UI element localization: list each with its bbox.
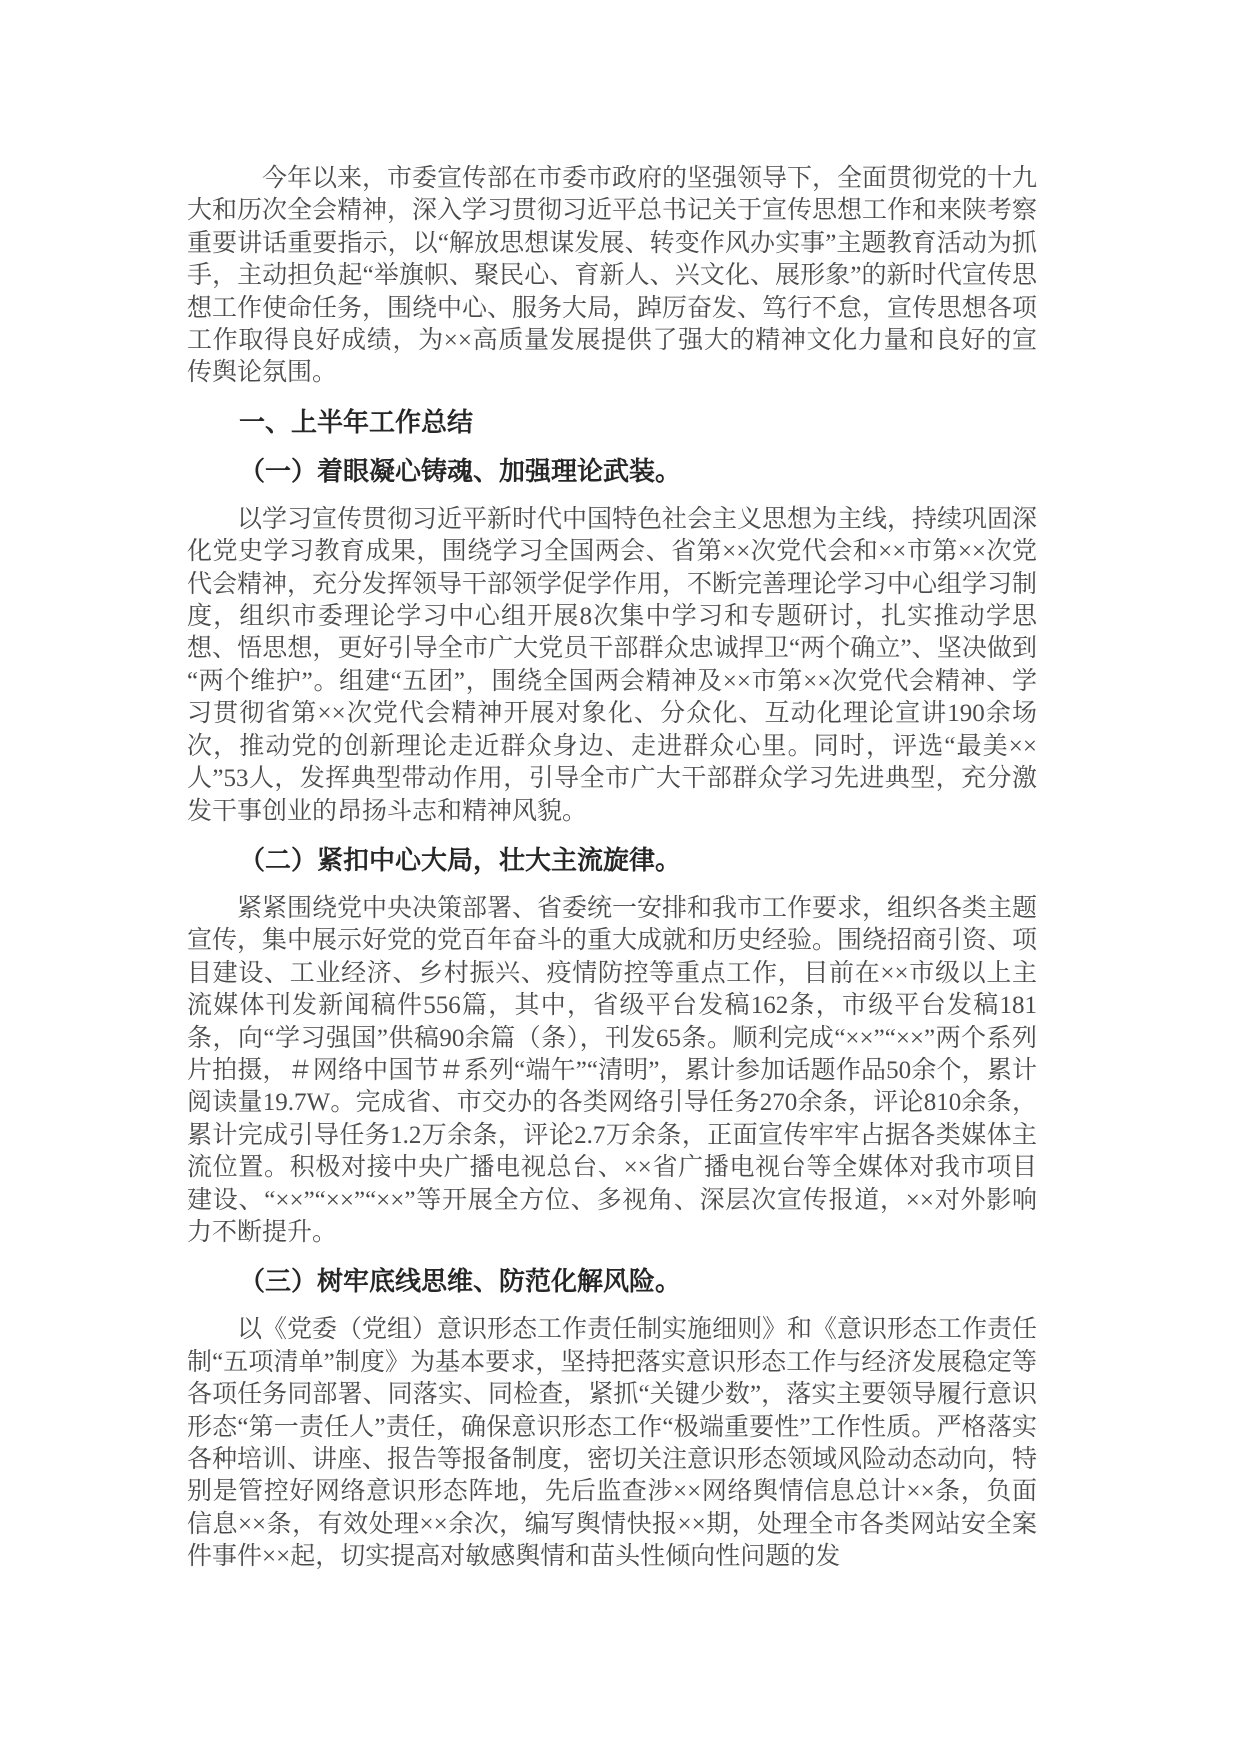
- intro-paragraph: 今年以来，市委宣传部在市委市政府的坚强领导下，全面贯彻党的十九大和历次全会精神，深入学习贯彻习近平总书记关于宣传思想工作和来陕考察重要讲话重要指示，以“解放思想谋发展、转变作风办实事”主题教育活动为抓手，主动担负起“举旗帜、聚民心、育新人、兴文化、展形象”的新时代宣传思想工作使命任务，围绕中心、服务大局，踔厉奋发、笃行不怠，宣传思想各项工作取得良好成绩，为××高质量发展提供了强大的精神文化力量和良好的宣传舆论氛围。: [187, 165, 1038, 387]
- section-1-title: 一、上半年工作总结: [239, 406, 474, 437]
- subsection-3-heading: （三）树牢底线思维、防范化解风险。: [239, 1266, 682, 1297]
- subsection-1-paragraph: 以学习宣传贯彻习近平新时代中国特色社会主义思想为主线，持续巩固深化党史学习教育成果，围绕学习全国两会、省第××次党代会和××市第××次党代会精神，充分发挥领导干部领学促学作用，不断完善理论学习中心组学习制度，组织市委理论学习中心组开展8次集中学习和专题研讨，扎实推动学思想、悟思想，更好引导全市广大党员干部群众忠诚捍卫“两个确立”、坚决做到“两个维护”。组建“五团”，围绕全国两会精神及××市第××次党代会精神、学习贯彻省第××次党代会精神开展对象化、分众化、互动化理论宣讲190余场次，推动党的创新理论走近群众身边、走进群众心里。同时，评选“最美××人”53人，发挥典型带动作用，引导全市广大干部群众学习先进典型，充分激发干事创业的昂扬斗志和精神风貌。: [187, 505, 1038, 825]
- subsection-1-heading: （一）着眼凝心铸魂、加强理论武装。: [239, 455, 682, 486]
- subsection-3-paragraph: 以《党委（党组）意识形态工作责任制实施细则》和《意识形态工作责任制“五项清单”制度》为基本要求，坚持把落实意识形态工作与经济发展稳定等各项任务同部署、同落实、同检查，紧抓“关键少数”，落实主要领导履行意识形态“第一责任人”责任，确保意识形态工作“极端重要性”工作性质。严格落实各种培训、讲座、报告等报备制度，密切关注意识形态领域风险动态动向，特别是管控好网络意识形态阵地，先后监查涉××网络舆情信息总计××条，负面信息××条，有效处理××余次，编写舆情快报××期，处理全市各类网站安全案件事件××起，切实提高对敏感舆情和苗头性倾向性问题的发: [187, 1316, 1038, 1571]
- subsection-2-heading: （二）紧扣中心大局，壮大主流旋律。: [239, 844, 682, 875]
- subsection-2-paragraph: 紧紧围绕党中央决策部署、省委统一安排和我市工作要求，组织各类主题宣传，集中展示好党的党百年奋斗的重大成就和历史经验。围绕招商引资、项目建设、工业经济、乡村振兴、疫情防控等重点工作，目前在××市级以上主流媒体刊发新闻稿件556篇，其中，省级平台发稿162条，市级平台发稿181条，向“学习强国”供稿90余篇（条），刊发65条。顺利完成“××”“××”两个系列片拍摄，＃网络中国节＃系列“端午”“清明”，累计参加话题作品50余个，累计阅读量19.7W。完成省、市交办的各类网络引导任务270余条，评论810余条，累计完成引导任务1.2万余条，评论2.7万余条，正面宣传牢牢占据各类媒体主流位置。积极对接中央广播电视总台、××省广播电视台等全媒体对我市项目建设、“××”“××”“××”等开展全方位、多视角、深层次宣传报道，××对外影响力不断提升。: [187, 894, 1038, 1246]
